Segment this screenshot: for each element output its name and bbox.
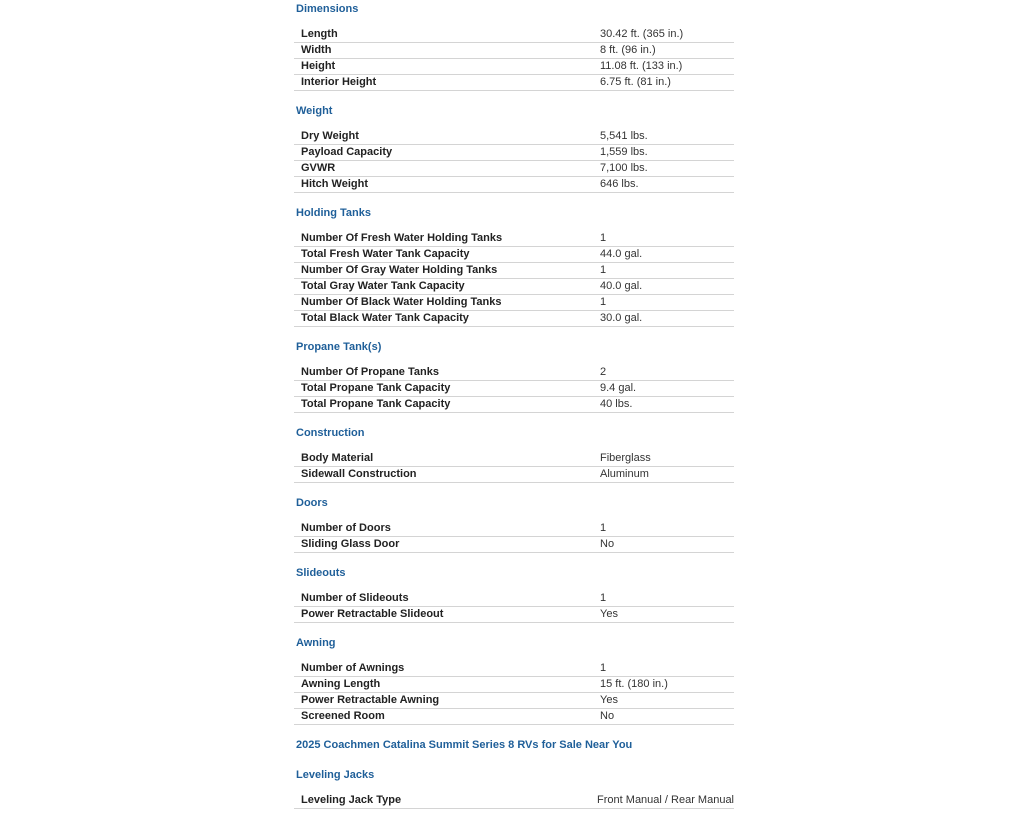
spec-value: 1 (600, 264, 607, 276)
spec-value: 6.75 ft. (81 in.) (600, 76, 671, 88)
spec-row (294, 677, 734, 693)
spec-value: 44.0 gal. (600, 248, 643, 260)
spec-section-doors (294, 496, 734, 563)
spec-value: 40 lbs. (600, 398, 633, 410)
spec-value: 30.42 ft. (365 in.) (600, 28, 684, 40)
section-title: Holding Tanks (296, 207, 371, 219)
section-title: Dimensions (296, 3, 359, 15)
section-spacer (294, 413, 734, 423)
spec-section-awning (294, 636, 734, 735)
spec-value: No (600, 538, 615, 550)
section-title: Propane Tank(s) (296, 341, 382, 353)
spec-label: Number of Doors (301, 522, 391, 534)
spec-value: 1 (600, 662, 607, 674)
spec-label: Power Retractable Awning (301, 694, 440, 706)
spec-value: 646 lbs. (600, 178, 639, 190)
spec-value: 5,541 lbs. (600, 130, 648, 142)
spec-label: Sidewall Construction (301, 468, 417, 480)
spec-label: Body Material (301, 452, 374, 464)
spec-row (294, 397, 734, 413)
spec-label: Screened Room (301, 710, 385, 722)
spec-row (294, 607, 734, 623)
spec-label: Number Of Black Water Holding Tanks (301, 296, 502, 308)
section-title: Doors (296, 497, 328, 509)
section-title: Weight (296, 105, 333, 117)
section-title: Leveling Jacks (296, 769, 375, 781)
section-spacer (294, 553, 734, 563)
spec-label: Number Of Fresh Water Holding Tanks (301, 232, 503, 244)
section-spacer (294, 809, 734, 819)
spec-row (294, 129, 734, 145)
section-title: Awning (296, 637, 336, 649)
spec-row (294, 145, 734, 161)
spec-value: 1 (600, 522, 607, 534)
spec-section-weight (294, 104, 734, 203)
spec-row (294, 521, 734, 537)
spec-value: 30.0 gal. (600, 312, 643, 324)
spec-value: 1 (600, 232, 607, 244)
spec-row (294, 793, 734, 809)
spec-value: 1 (600, 592, 607, 604)
section-spacer (294, 725, 734, 735)
section-spacer (294, 623, 734, 633)
spec-label: Total Fresh Water Tank Capacity (301, 248, 470, 260)
spec-row (294, 661, 734, 677)
spec-value: 9.4 gal. (600, 382, 637, 394)
spec-value: 7,100 lbs. (600, 162, 648, 174)
spec-value: 11.08 ft. (133 in.) (600, 60, 683, 72)
section-spacer (294, 91, 734, 101)
spec-label: Power Retractable Slideout (301, 608, 444, 620)
spec-row (294, 279, 734, 295)
spec-section-construction (294, 426, 734, 493)
spec-label: Awning Length (301, 678, 381, 690)
rvs-for-sale-link[interactable]: 2025 Coachmen Catalina Summit Series 8 RVs for Sale Near You (296, 739, 633, 751)
spec-row (294, 43, 734, 59)
spec-row (294, 295, 734, 311)
spec-row (294, 177, 734, 193)
spec-row (294, 693, 734, 709)
spec-label: Dry Weight (301, 130, 359, 142)
section-spacer (294, 327, 734, 337)
spec-section-propane-tank-s (294, 340, 734, 423)
spec-value: 1 (600, 296, 607, 308)
spec-label: Sliding Glass Door (301, 538, 400, 550)
spec-row (294, 263, 734, 279)
spec-label: Total Propane Tank Capacity (301, 382, 451, 394)
spec-row (294, 709, 734, 725)
spec-label: Hitch Weight (301, 178, 369, 190)
spec-label: Total Propane Tank Capacity (301, 398, 451, 410)
section-title: Slideouts (296, 567, 346, 579)
spec-row (294, 591, 734, 607)
spec-label: Number Of Gray Water Holding Tanks (301, 264, 498, 276)
spec-label: Leveling Jack Type (301, 794, 402, 806)
spec-value: No (600, 710, 615, 722)
spec-label: Number of Slideouts (301, 592, 409, 604)
spec-row (294, 59, 734, 75)
spec-section-holding-tanks (294, 206, 734, 337)
spec-value: 2 (600, 366, 607, 378)
spec-row (294, 365, 734, 381)
spec-label: Interior Height (301, 76, 377, 88)
spec-row (294, 451, 734, 467)
spec-row (294, 311, 734, 327)
section-title: Construction (296, 427, 365, 439)
spec-row (294, 381, 734, 397)
spec-section-slideouts (294, 566, 734, 633)
spec-label: Length (301, 28, 338, 40)
spec-value: 8 ft. (96 in.) (600, 44, 656, 56)
spec-section-dimensions (294, 2, 734, 101)
specifications-panel (294, 0, 734, 819)
spec-label: Width (301, 44, 332, 56)
spec-section-leveling-jacks (294, 768, 734, 819)
spec-value: 1,559 lbs. (600, 146, 648, 158)
spec-label: Total Black Water Tank Capacity (301, 312, 469, 324)
spec-row (294, 75, 734, 91)
spec-label: Payload Capacity (301, 146, 393, 158)
spec-value: Front Manual / Rear Manual (597, 794, 734, 806)
spec-row (294, 537, 734, 553)
spec-label: Height (301, 60, 336, 72)
spec-value: 40.0 gal. (600, 280, 643, 292)
spec-row (294, 231, 734, 247)
spec-label: Number of Awnings (301, 662, 405, 674)
spec-row (294, 27, 734, 43)
spec-row (294, 247, 734, 263)
section-spacer (294, 483, 734, 493)
rvs-for-sale-section (294, 738, 734, 765)
section-spacer (294, 193, 734, 203)
spec-value: Aluminum (600, 468, 649, 480)
spec-value: Yes (600, 694, 618, 706)
spec-label: Number Of Propane Tanks (301, 366, 439, 378)
section-spacer (294, 752, 734, 765)
spec-row (294, 161, 734, 177)
spec-value: Yes (600, 608, 618, 620)
spec-value: Fiberglass (600, 452, 651, 464)
spec-label: GVWR (301, 162, 336, 174)
spec-value: 15 ft. (180 in.) (600, 678, 668, 690)
spec-label: Total Gray Water Tank Capacity (301, 280, 465, 292)
spec-row (294, 467, 734, 483)
